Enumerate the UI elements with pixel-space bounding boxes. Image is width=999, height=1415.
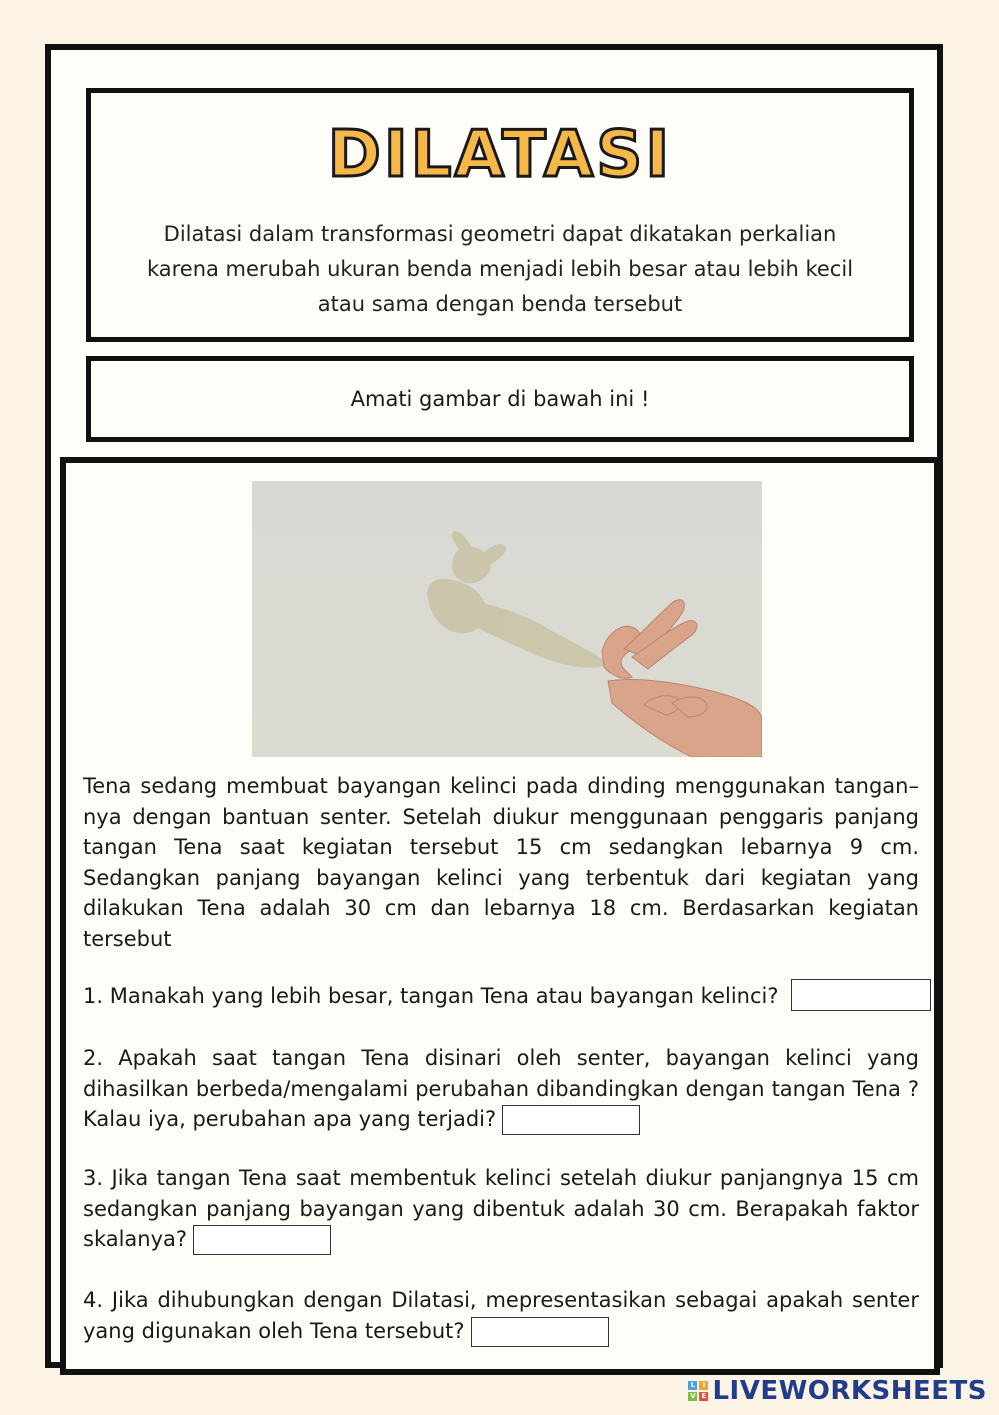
hand-shadow-photo xyxy=(252,481,762,757)
answer-box-3[interactable] xyxy=(193,1225,331,1255)
definition-text: Dilatasi dalam transformasi geometri dapat dikatakan perkalian karena merubah ukuran benda menjadi lebih besar atau lebih kecil atau sama dengan benda tersebut xyxy=(146,222,854,316)
answer-box-4[interactable] xyxy=(471,1317,609,1347)
question-1-text: 1. Manakah yang lebih besar, tangan Tena atau bayangan kelinci? xyxy=(83,984,779,1008)
content-panel xyxy=(60,457,940,1375)
question-3 xyxy=(83,1163,919,1255)
story-paragraph: Tena sedang membuat bayangan kelinci pada dinding menggunakan tangan– nya dengan bantuan senter. Setelah diukur menggunaan penggaris panjang tangan Tena saat kegiatan tersebut 15 cm sedangkan lebarnya 9 cm. Sedangkan panjang bayangan kelinci yang terbentuk dari kegiatan yang dilakukan Tena adalah 30 cm dan lebarnya 18 cm. Berdasarkan kegiatan tersebut xyxy=(83,774,919,951)
answer-box-1[interactable] xyxy=(791,979,931,1011)
question-4 xyxy=(83,1285,919,1347)
brand-name: LIVEWORKSHEETS xyxy=(712,1376,987,1406)
instruction-panel xyxy=(86,356,914,442)
instruction-text: Amati gambar di bawah ini ! xyxy=(350,387,650,411)
question-3-text: 3. Jika tangan Tena saat membentuk kelinci setelah diukur panjangnya 15 cm sedangkan panjang bayangan yang dibentuk adalah 30 cm. Berapakah faktor skalanya? xyxy=(83,1166,919,1251)
liveworksheets-logo-icon: L I V E xyxy=(688,1381,708,1401)
page-title: DILATASI xyxy=(327,118,673,192)
question-2 xyxy=(83,1043,919,1135)
liveworksheets-brand[interactable] xyxy=(688,1374,987,1408)
question-2-text: 2. Apakah saat tangan Tena disinari oleh senter, bayangan kelinci yang dihasilkan berbeda/mengalami perubahan dibandingkan dengan tangan Tena ? Kalau iya, perubahan apa yang terjadi? xyxy=(83,1046,919,1131)
title-panel xyxy=(86,88,914,342)
answer-box-2[interactable] xyxy=(502,1105,640,1135)
question-4-text: 4. Jika dihubungkan dengan Dilatasi, mepresentasikan sebagai apakah senter yang digunakan oleh Tena tersebut? xyxy=(83,1288,919,1343)
